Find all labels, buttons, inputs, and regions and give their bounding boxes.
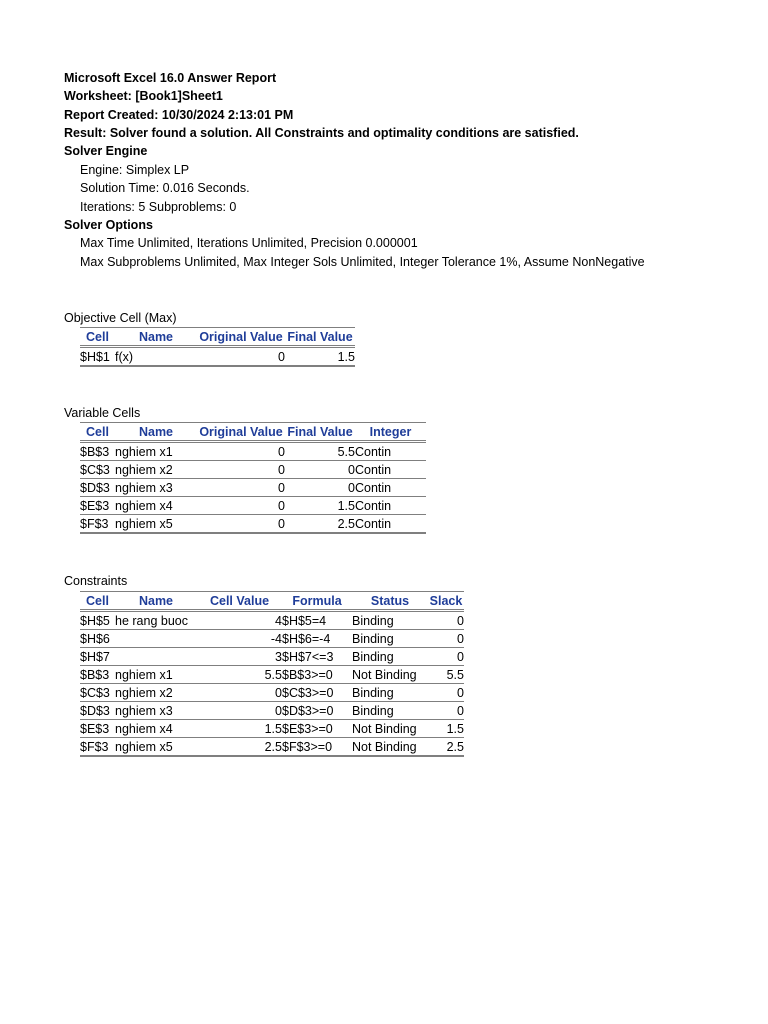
table-row: [80, 347, 355, 367]
solver-options-heading: Solver Options: [64, 218, 153, 232]
cell-ref: $F$3: [80, 515, 115, 534]
report-title: Microsoft Excel 16.0 Answer Report: [64, 71, 277, 85]
objective-table: [80, 327, 355, 367]
cell-value: 0: [197, 702, 282, 720]
worksheet-line: Worksheet: [Book1]Sheet1: [64, 89, 223, 103]
options-line-2: Max Subproblems Unlimited, Max Integer Sols Unlimited, Integer Tolerance 1%, Assume NonNegative: [80, 255, 645, 269]
original-value: 0: [197, 497, 285, 515]
formula: $H$6=-4: [282, 630, 352, 648]
table-row: [80, 666, 464, 684]
table-row: [80, 702, 464, 720]
cell-name: [115, 630, 197, 648]
engine-line: Engine: Simplex LP: [80, 163, 190, 177]
cell-value: 0: [197, 684, 282, 702]
report-created-line: Report Created: 10/30/2024 2:13:01 PM: [64, 108, 294, 122]
cell-name: nghiem x2: [115, 461, 197, 479]
col-header-slack: Slack: [428, 592, 464, 611]
table-row: [80, 684, 464, 702]
col-header-cell: Cell: [80, 592, 115, 611]
slack: 0: [428, 611, 464, 630]
cell-ref: $H$6: [80, 630, 115, 648]
table-row: [80, 442, 426, 461]
col-header-original-value: Original Value: [197, 423, 285, 442]
cell-value: 3: [197, 648, 282, 666]
cell-value: 5.5: [197, 666, 282, 684]
col-header-name: Name: [115, 328, 197, 347]
col-header-cell: Cell: [80, 423, 115, 442]
table-row: [80, 479, 426, 497]
original-value: 0: [197, 442, 285, 461]
col-header-original-value: Original Value: [197, 328, 285, 347]
table-row: [80, 648, 464, 666]
original-value: 0: [197, 479, 285, 497]
formula: $B$3>=0: [282, 666, 352, 684]
status: Not Binding: [352, 738, 428, 757]
integer-type: Contin: [355, 442, 426, 461]
cell-name: nghiem x1: [115, 666, 197, 684]
cell-name: he rang buoc: [115, 611, 197, 630]
solution-time-line: Solution Time: 0.016 Seconds.: [80, 181, 250, 195]
final-value: 1.5: [285, 497, 355, 515]
constraints-table: [80, 591, 464, 757]
constraints-header-row: [80, 592, 464, 611]
objective-section-title: Objective Cell (Max): [64, 311, 177, 325]
cell-value: 4: [197, 611, 282, 630]
objective-header-row: [80, 328, 355, 347]
variables-section-title: Variable Cells: [64, 406, 141, 420]
cell-ref: $E$3: [80, 497, 115, 515]
slack: 0: [428, 702, 464, 720]
col-header-cell: Cell: [80, 328, 115, 347]
table-row: [80, 497, 426, 515]
final-value: 1.5: [285, 347, 355, 367]
slack: 5.5: [428, 666, 464, 684]
options-line-1: Max Time Unlimited, Iterations Unlimited, Precision 0.000001: [80, 236, 418, 250]
original-value: 0: [197, 515, 285, 534]
constraints-section-title: Constraints: [64, 574, 128, 588]
table-row: [80, 461, 426, 479]
formula: $F$3>=0: [282, 738, 352, 757]
variables-table: [80, 422, 426, 534]
cell-ref: $C$3: [80, 684, 115, 702]
table-row: [80, 720, 464, 738]
cell-name: nghiem x4: [115, 497, 197, 515]
col-header-integer: Integer: [355, 423, 426, 442]
cell-name: nghiem x3: [115, 702, 197, 720]
final-value: 0: [285, 479, 355, 497]
status: Not Binding: [352, 666, 428, 684]
status: Binding: [352, 684, 428, 702]
cell-name: nghiem x5: [115, 515, 197, 534]
cell-value: -4: [197, 630, 282, 648]
col-header-formula: Formula: [282, 592, 352, 611]
integer-type: Contin: [355, 497, 426, 515]
final-value: 2.5: [285, 515, 355, 534]
slack: 0: [428, 684, 464, 702]
slack: 2.5: [428, 738, 464, 757]
cell-name: nghiem x3: [115, 479, 197, 497]
slack: 0: [428, 648, 464, 666]
cell-value: 1.5: [197, 720, 282, 738]
col-header-final-value: Final Value: [285, 423, 355, 442]
cell-name: nghiem x5: [115, 738, 197, 757]
cell-ref: $D$3: [80, 479, 115, 497]
status: Binding: [352, 702, 428, 720]
cell-ref: $B$3: [80, 442, 115, 461]
cell-ref: $F$3: [80, 738, 115, 757]
status: Not Binding: [352, 720, 428, 738]
original-value: 0: [197, 461, 285, 479]
slack: 1.5: [428, 720, 464, 738]
integer-type: Contin: [355, 479, 426, 497]
final-value: 5.5: [285, 442, 355, 461]
formula: $D$3>=0: [282, 702, 352, 720]
status: Binding: [352, 630, 428, 648]
cell-ref: $H$7: [80, 648, 115, 666]
formula: $E$3>=0: [282, 720, 352, 738]
original-value: 0: [197, 347, 285, 367]
col-header-final-value: Final Value: [285, 328, 355, 347]
table-row: [80, 738, 464, 757]
integer-type: Contin: [355, 461, 426, 479]
col-header-status: Status: [352, 592, 428, 611]
col-header-cell-value: Cell Value: [197, 592, 282, 611]
iterations-line: Iterations: 5 Subproblems: 0: [80, 200, 237, 214]
cell-name: nghiem x1: [115, 442, 197, 461]
cell-name: nghiem x2: [115, 684, 197, 702]
final-value: 0: [285, 461, 355, 479]
cell-ref: $D$3: [80, 702, 115, 720]
result-line: Result: Solver found a solution. All Constraints and optimality conditions are satisfied.: [64, 126, 579, 140]
cell-ref: $H$1: [80, 347, 115, 367]
formula: $H$7<=3: [282, 648, 352, 666]
integer-type: Contin: [355, 515, 426, 534]
solver-engine-heading: Solver Engine: [64, 144, 148, 158]
formula: $C$3>=0: [282, 684, 352, 702]
slack: 0: [428, 630, 464, 648]
status: Binding: [352, 611, 428, 630]
table-row: [80, 630, 464, 648]
cell-ref: $C$3: [80, 461, 115, 479]
table-row: [80, 515, 426, 534]
table-row: [80, 611, 464, 630]
formula: $H$5=4: [282, 611, 352, 630]
cell-value: 2.5: [197, 738, 282, 757]
col-header-name: Name: [115, 423, 197, 442]
status: Binding: [352, 648, 428, 666]
cell-name: nghiem x4: [115, 720, 197, 738]
cell-ref: $E$3: [80, 720, 115, 738]
col-header-name: Name: [115, 592, 197, 611]
variables-header-row: [80, 423, 426, 442]
cell-ref: $H$5: [80, 611, 115, 630]
cell-name: f(x): [115, 347, 197, 367]
cell-name: [115, 648, 197, 666]
cell-ref: $B$3: [80, 666, 115, 684]
